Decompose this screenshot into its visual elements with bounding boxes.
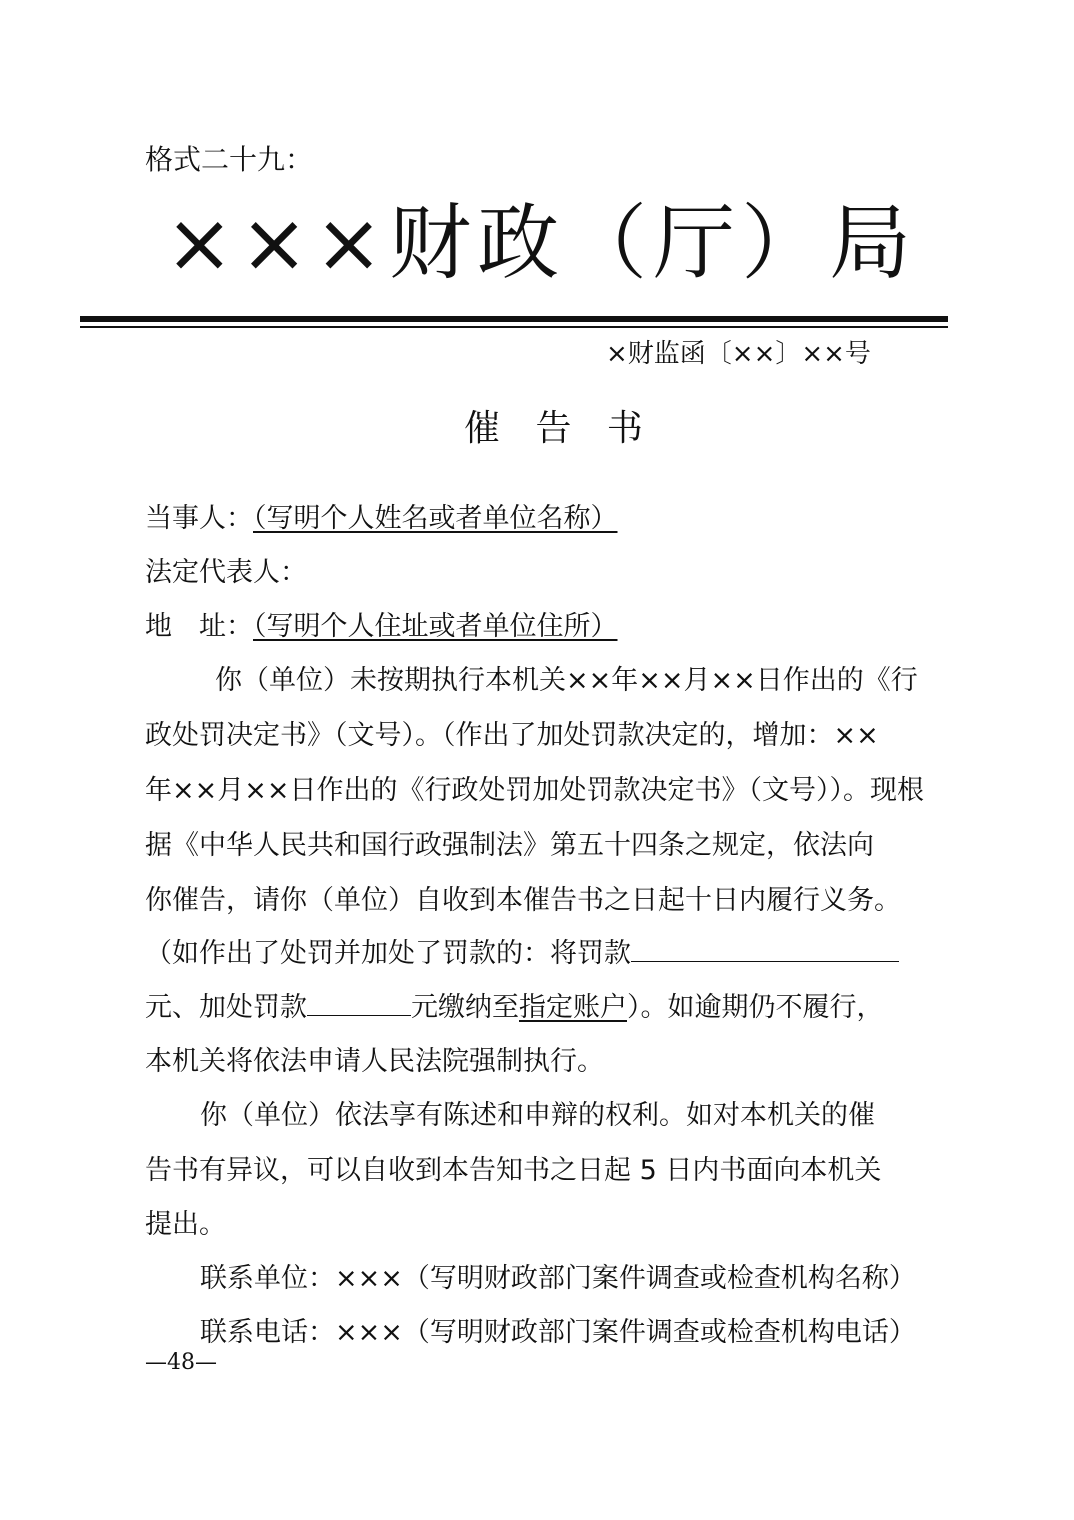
document-title: 催 告 书: [464, 408, 655, 449]
party-field: [145, 496, 618, 535]
legal-rep-field: [145, 550, 307, 589]
contact-unit: 联系单位：×××（写明财政部门案件调查或检查机构名称）: [200, 1263, 916, 1294]
payment-text: 元缴纳至: [411, 992, 519, 1023]
fine-text: （如作出了处罚并加处了罚款的：将罚款: [145, 938, 631, 969]
body-line-fine: [145, 931, 899, 970]
body-line: 本机关将依法申请人民法院强制执行。: [145, 1046, 604, 1077]
issuing-authority-title: ×××财政（厅）局: [165, 196, 918, 291]
legal-rep-label: 法定代表人：: [145, 557, 307, 588]
contact-phone: 联系电话：×××（写明财政部门案件调查或检查机构电话）: [200, 1317, 916, 1348]
fine-amount-blank: [631, 935, 899, 962]
body-line: 年××月××日作出的《行政处罚加处罚款决定书》（文号））。现根: [145, 775, 924, 806]
body-line: 政处罚决定书》（文号）。（作出了加处罚款决定的，增加：××: [145, 720, 879, 751]
surcharge-text: 元、加处罚款: [145, 992, 307, 1023]
body-line: 提出。: [145, 1209, 226, 1240]
overdue-text: ）。如逾期仍不履行，: [627, 992, 884, 1023]
address-label: 地 址：: [145, 611, 253, 642]
body-line: 你（单位）未按期执行本机关××年××月××日作出的《行: [215, 665, 918, 696]
surcharge-amount-blank: [307, 989, 411, 1016]
format-label: 格式二十九：: [145, 143, 314, 176]
page-number: —48—: [145, 1350, 217, 1375]
body-line: 你催告，请你（单位）自收到本催告书之日起十日内履行义务。: [145, 885, 901, 916]
body-line: 据《中华人民共和国行政强制法》第五十四条之规定，依法向: [145, 830, 874, 861]
body-line: 告书有异议，可以自收到本告知书之日起 5 日内书面向本机关: [145, 1155, 882, 1186]
party-value: （写明个人姓名或者单位名称）: [253, 503, 618, 534]
body-line: 你（单位）依法享有陈述和申辩的权利。如对本机关的催: [200, 1100, 875, 1131]
document-number: ×财监函〔××〕××号: [606, 339, 871, 369]
party-label: 当事人：: [145, 503, 253, 534]
address-field: [145, 604, 618, 643]
address-value: （写明个人住址或者单位住所）: [253, 611, 618, 642]
body-line-surcharge: [145, 985, 884, 1024]
designated-account: 指定账户: [519, 992, 627, 1023]
header-divider-thick: [80, 316, 948, 322]
header-divider-thin: [80, 326, 948, 328]
